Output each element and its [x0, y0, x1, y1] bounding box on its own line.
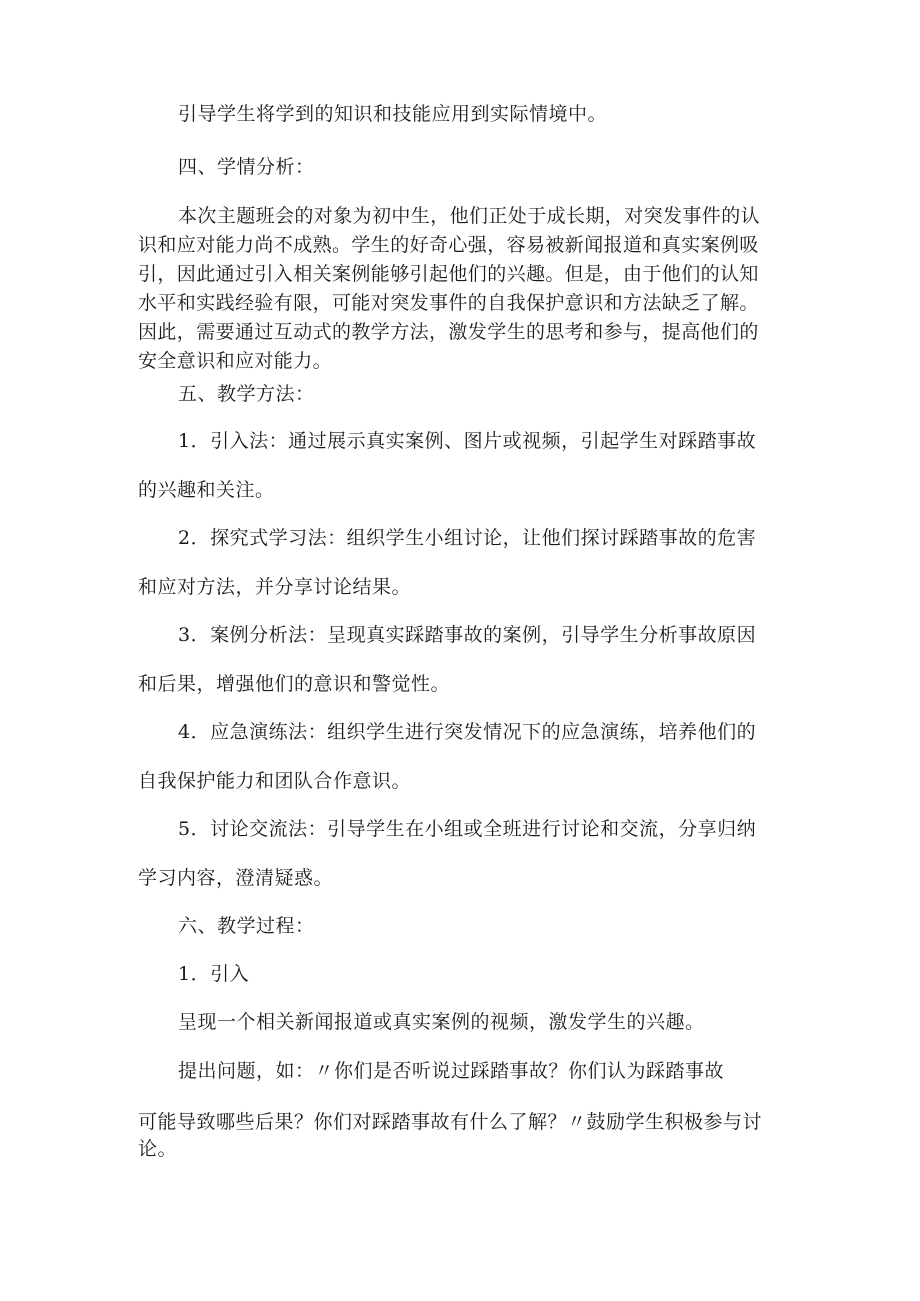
method-3-line-1: 3．案例分析法：呈现真实踩踏事故的案例，引导学生分析事故原因	[178, 624, 757, 646]
method-1-line-1: 1．引入法：通过展示真实案例、图片或视频，引起学生对踩踏事故	[178, 430, 757, 452]
analysis-line: 安全意识和应对能力。	[138, 350, 333, 372]
method-4-line-1: 4．应急演练法：组织学生进行突发情况下的应急演练，培养他们的	[178, 721, 757, 743]
section-heading-teaching-methods: 五、教学方法：	[178, 383, 315, 405]
intro-tail-line: 引导学生将学到的知识和技能应用到实际情境中。	[178, 103, 608, 125]
method-5-line-2: 学习内容，澄清疑惑。	[138, 867, 334, 889]
question-line-1: 提出问题，如：〃你们是否听说过踩踏事故？你们认为踩踏事故	[178, 1060, 725, 1082]
process-step-1-title: 1．引入	[178, 963, 250, 985]
analysis-line: 因此，需要通过互动式的教学方法，激发学生的思考和参与，提高他们的	[138, 321, 759, 343]
question-line-3: 论。	[138, 1138, 178, 1160]
analysis-line: 引，因此通过引入相关案例能够引起他们的兴趣。但是，由于他们的认知	[138, 263, 759, 285]
process-step-1-text: 呈现一个相关新闻报道或真实案例的视频，激发学生的兴趣。	[178, 1011, 705, 1033]
method-3-line-2: 和后果，增强他们的意识和警觉性。	[138, 673, 451, 695]
question-line-2: 可能导致哪些后果？你们对踩踏事故有什么了解？〃鼓励学生积极参与讨	[138, 1111, 763, 1133]
analysis-line: 识和应对能力尚不成熟。学生的好奇心强，容易被新闻报道和真实案例吸	[138, 234, 759, 256]
section-heading-teaching-process: 六、教学过程：	[178, 915, 315, 937]
method-2-line-1: 2．探究式学习法：组织学生小组讨论，让他们探讨踩踏事故的危害	[178, 527, 757, 549]
section-heading-learner-analysis: 四、学情分析：	[178, 156, 315, 178]
method-1-line-2: 的兴趣和关注。	[138, 479, 275, 501]
method-2-line-2: 和应对方法，并分享讨论结果。	[138, 576, 412, 598]
learner-analysis-paragraph	[138, 202, 783, 376]
method-4-line-2: 自我保护能力和团队合作意识。	[138, 770, 412, 792]
method-5-line-1: 5．讨论交流法：引导学生在小组或全班进行讨论和交流，分享归纳	[178, 818, 757, 840]
analysis-line: 水平和实践经验有限，可能对突发事件的自我保护意识和方法缺乏了解。	[138, 292, 759, 314]
analysis-line: 本次主题班会的对象为初中生，他们正处于成长期，对突发事件的认	[178, 205, 761, 227]
